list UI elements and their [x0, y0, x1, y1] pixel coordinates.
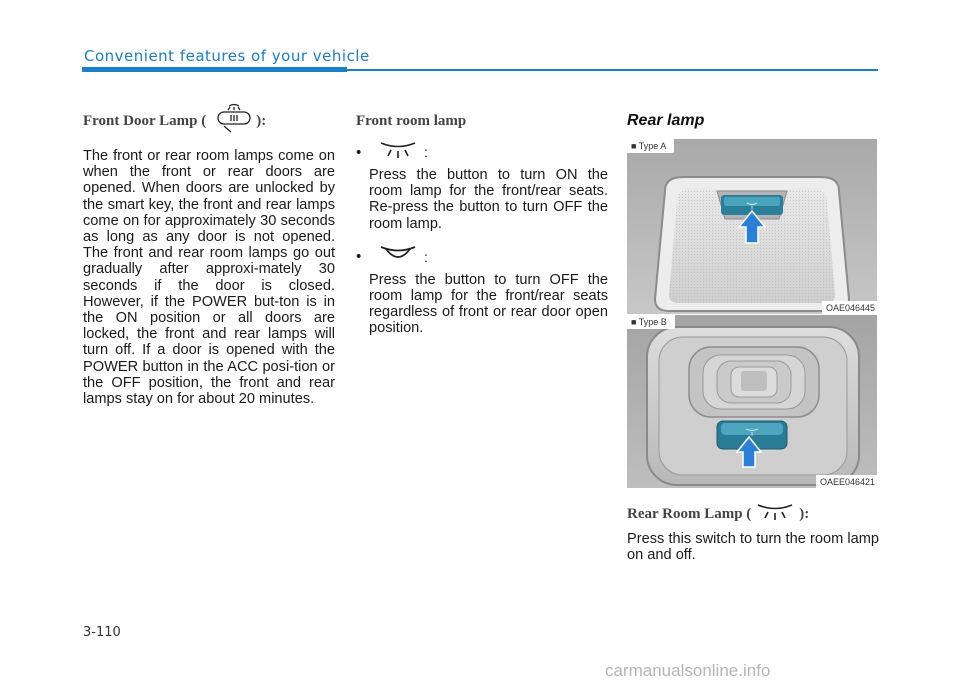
page-number: 3-110 [83, 625, 121, 640]
rear-room-lamp-heading [627, 503, 879, 525]
front-room-lamp-item-row [356, 141, 608, 163]
front-door-lamp-heading [83, 110, 335, 132]
rear-lamp-photo-type-b [627, 315, 877, 488]
door-lamp-icon [216, 102, 252, 141]
type-a-label: ■ Type A [627, 139, 674, 153]
rear-room-lamp-body: Press this switch to turn the room lamp on and off. [627, 531, 879, 564]
type-b-label: ■ Type B [627, 315, 675, 329]
front-room-lamp-item-row [356, 246, 608, 268]
rear-lamp-type-a-illustration [627, 139, 877, 314]
front-door-lamp-heading-suffix: ): [256, 112, 267, 129]
bullet: • [356, 143, 362, 161]
type-a-code: OAE046445 [822, 301, 877, 314]
front-room-lamp-section [356, 110, 608, 337]
front-room-lamp-item [356, 246, 608, 337]
rear-room-lamp-heading-suffix: ): [799, 505, 810, 522]
bullet: • [356, 248, 362, 266]
room-lamp-on-icon [378, 139, 418, 166]
rear-room-lamp-icon [755, 501, 795, 528]
rear-room-lamp-heading-prefix: Rear Room Lamp ( [627, 505, 752, 522]
front-door-lamp-section [83, 110, 335, 407]
rear-lamp-heading: Rear lamp [627, 112, 705, 129]
header-accent-bar [82, 67, 347, 72]
type-b-code: OAEE046421 [816, 475, 877, 488]
section-header-title: Convenient features of your vehicle [84, 47, 370, 65]
room-lamp-off-icon [378, 243, 418, 270]
rear-lamp-section [627, 110, 879, 132]
bullet-colon: : [424, 144, 428, 160]
front-room-lamp-item-text: Press the button to turn OFF the room lamp for the front/rear seats regardless of front or rear door open position. [369, 271, 608, 337]
header-rule [347, 69, 878, 71]
front-room-lamp-item-text: Press the button to turn ON the room lamp for the front/rear seats. Re-press the button to turn OFF the room lamp. [369, 167, 608, 232]
rear-lamp-photo-type-a [627, 139, 877, 314]
rear-room-lamp-section [627, 503, 879, 563]
front-door-lamp-heading-prefix: Front Door Lamp ( [83, 112, 207, 129]
bullet-colon: : [424, 248, 428, 265]
front-room-lamp-item [356, 141, 608, 232]
front-door-lamp-body: The front or rear room lamps come on when the front or rear doors are opened. When doors are unlocked by the smart key, the front and rear lamps come on for approximately 30 seconds as long as any door is not opened. The front and rear room lamps go out gradually after approxi-mately 30 seconds if the door is closed. However, if the POWER but-ton is in the ON position or all doors are locked, the front and rear lamps will turn off. If a door is opened with the POWER button in the ACC posi-tion or the OFF position, the front and rear lamps stay on for about 20 minutes. [83, 148, 335, 408]
watermark: carmanualsonline.info [605, 661, 771, 680]
rear-lamp-type-b-illustration [627, 315, 877, 488]
front-room-lamp-heading: Front room lamp [356, 112, 467, 129]
